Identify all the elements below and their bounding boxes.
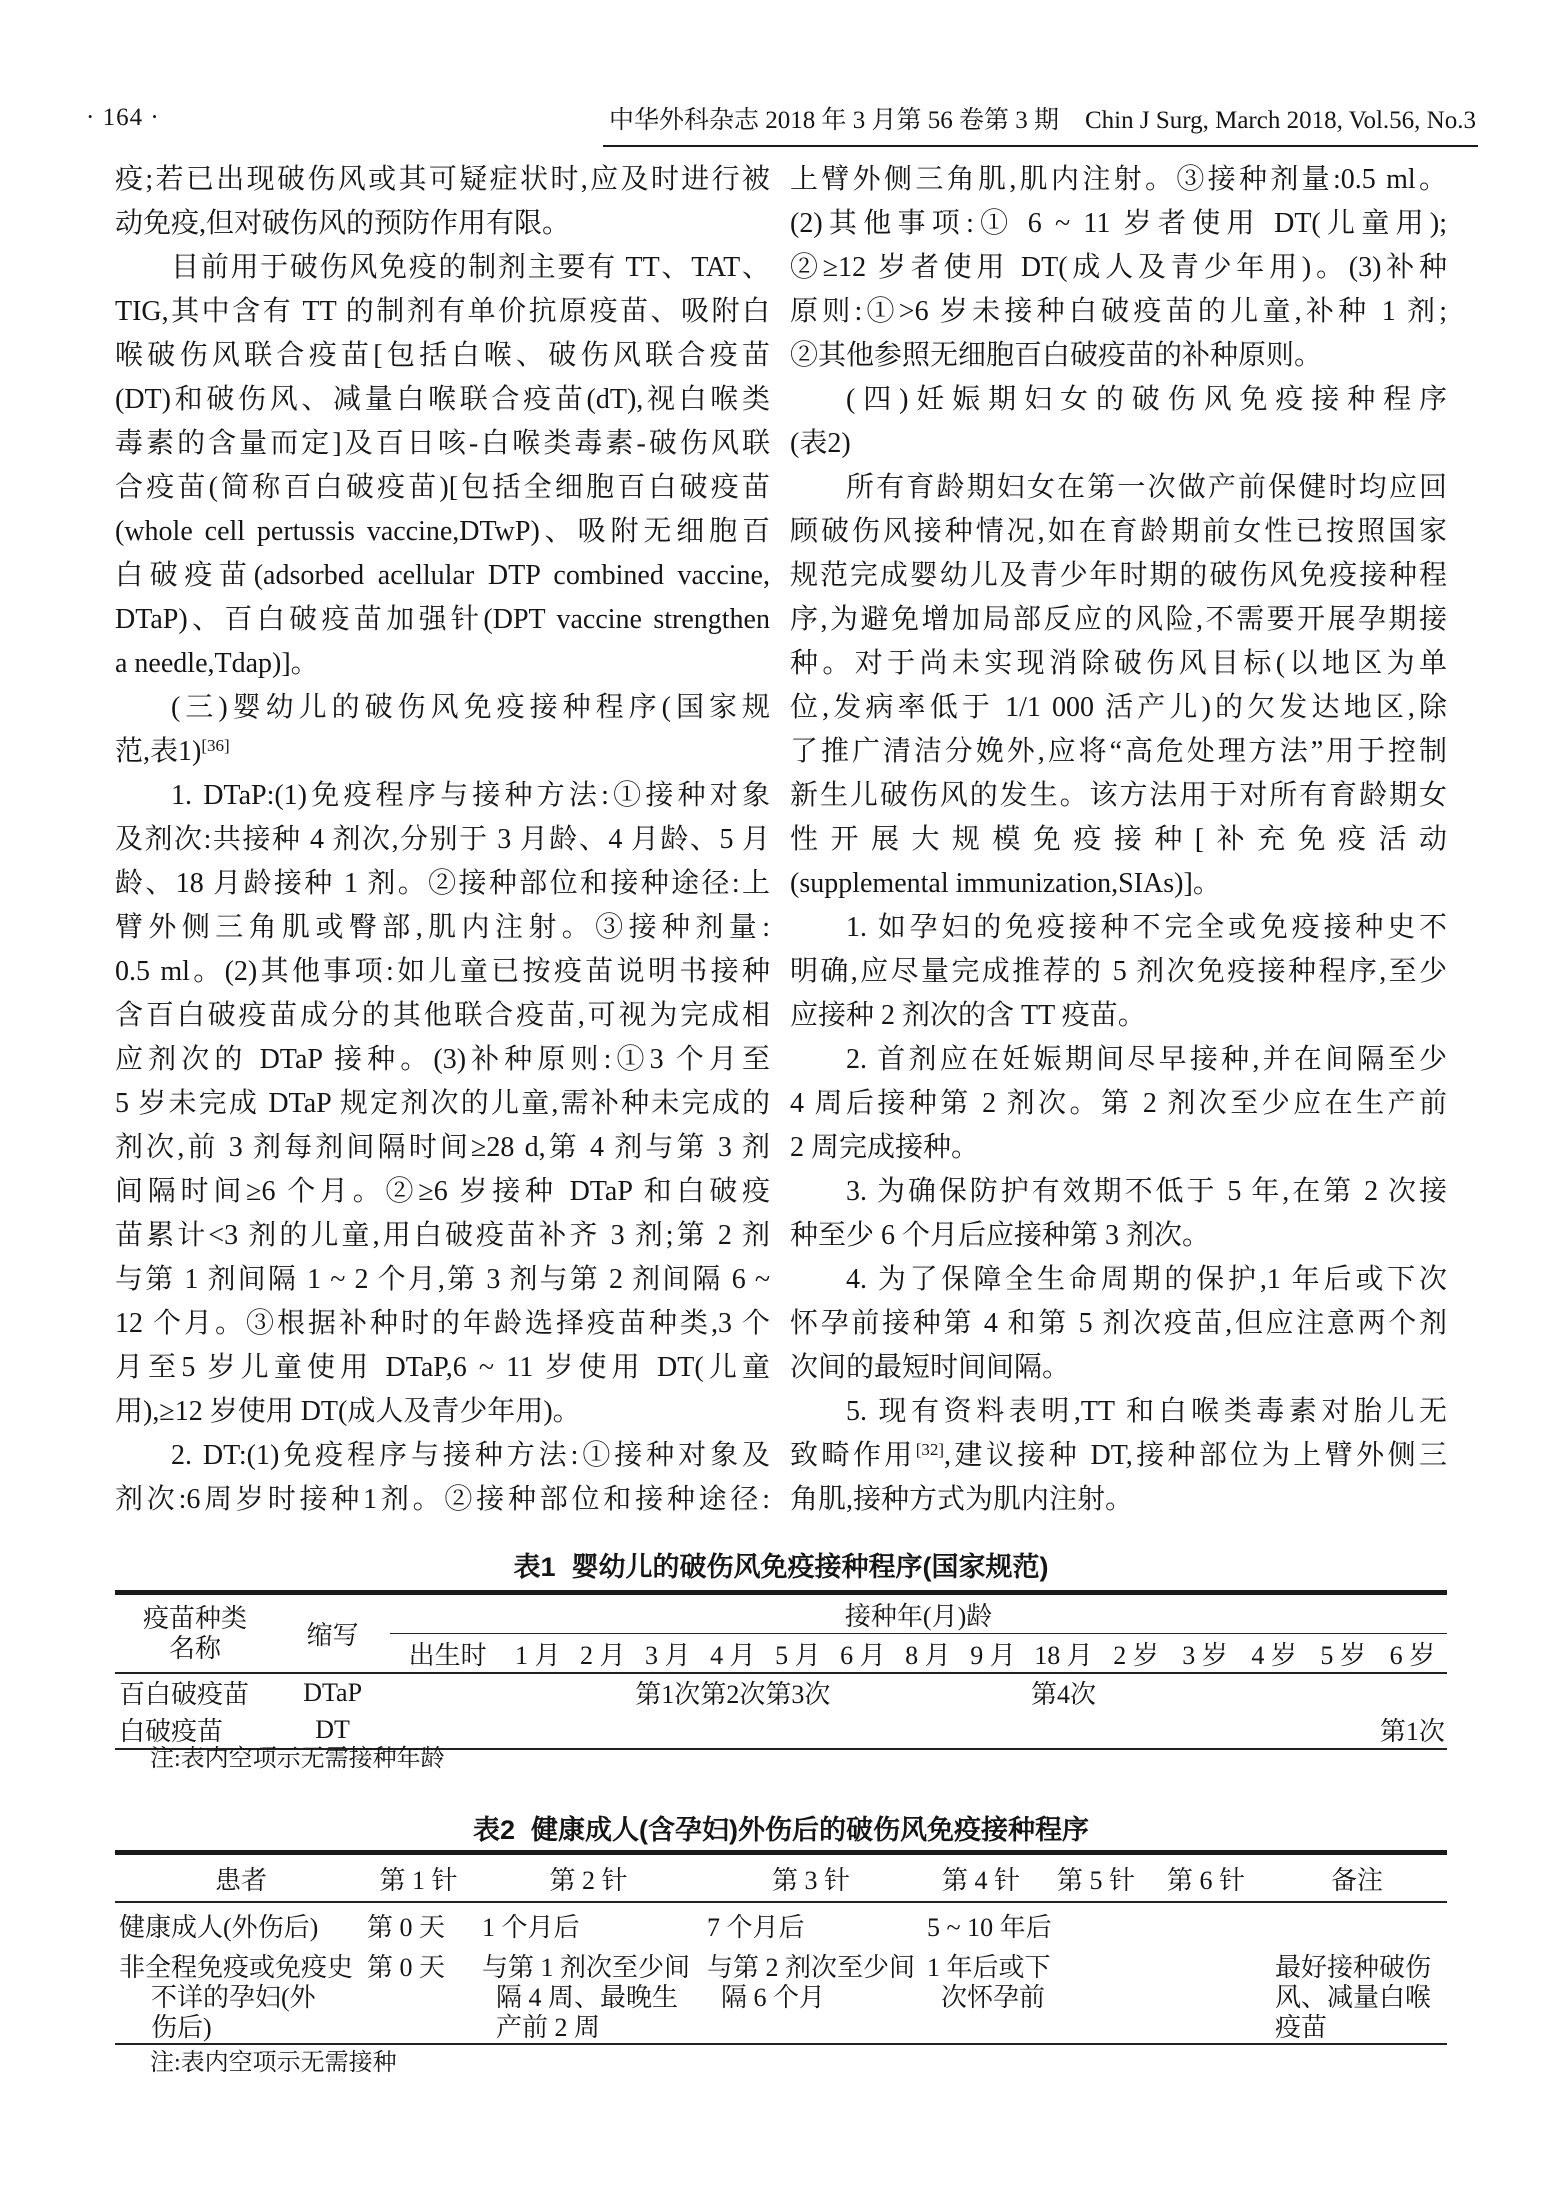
table-cell [1035,1947,1145,2044]
table-cell [570,1711,635,1749]
age-header: 2 月 [570,1634,635,1674]
cell-line: 最好接种破伤 [1275,1953,1432,1982]
text-line: (supplemental immunization,SIAs)]。 [790,868,1221,899]
text-line: DTaP)、百白破疫苗加强针(DPT vaccine strengthen [115,604,770,635]
reference-superscript: [36] [201,736,230,755]
table2-note: 注:表内空项示无需接种 [150,2050,397,2076]
col-header: 第 5 针 [1035,1853,1145,1903]
age-header: 3 月 [635,1634,700,1674]
age-header: 出生时 [390,1634,505,1674]
text-line: 种。对于尚未实现消除破伤风目标(以地区为单 [790,648,1447,679]
col-header: 备注 [1255,1853,1447,1903]
table1-note: 注:表内空项示无需接种年龄 [150,1746,445,1772]
text-line: 毒素的含量而定]及百日咳-白喉类毒素-破伤风联 [115,428,770,459]
table-cell: 第3次 [765,1680,831,1709]
text-line: 怀孕前接种第 4 和第 5 剂次疫苗,但应注意两个剂 [790,1308,1447,1339]
text-line: 5 岁未完成 DTaP 规定剂次的儿童,需补种未完成的 [115,1088,770,1119]
table1-infant-schedule [115,1590,1447,1750]
cell-line: 伤后) [151,2013,212,2042]
cell-line: 1 年后或下 [927,1953,1051,1982]
text-line: 月至5 岁儿童使用 DTaP,6 ~ 11 岁使用 DT(儿童 [115,1352,770,1383]
text-line: 应剂次的 DTaP 接种。(3)补种原则:①3 个月至 [115,1044,770,1075]
table2-label: 表2 [472,1815,516,1845]
reference-superscript: [32] [915,1440,945,1459]
text-line: 规范完成婴幼儿及青少年时期的破伤风免疫接种程 [790,560,1447,591]
table-cell [700,1711,765,1749]
text-run: ,建议接种 DT,接种部位为上臂外侧三 [944,1440,1447,1471]
text-line: 剂次,前 3 剂每剂间隔时间≥28 d,第 4 剂与第 3 剂 [115,1132,770,1163]
text-line: (DT)和破伤风、减量白喉联合疫苗(dT),视白喉类 [115,384,770,415]
cell-line: 疫苗 [1275,2013,1328,2042]
text-line: 上臂外侧三角肌,肌内注射。③接种剂量:0.5 ml。 [790,164,1447,195]
table-cell [830,1711,895,1749]
age-header: 1 月 [505,1634,570,1674]
text-line: 用),≥12 岁使用 DT(成人及青少年用)。 [115,1396,581,1427]
text-line: 0.5 ml。(2)其他事项:如儿童已按疫苗说明书接种 [115,956,770,987]
text-line: 动免疫,但对破伤风的预防作用有限。 [115,208,571,239]
age-header: 8 月 [895,1634,960,1674]
text-line: 白破疫苗(adsorbed acellular DTP combined vaccine, [115,560,770,591]
table2-title: 健康成人(含孕妇)外伤后的破伤风免疫接种程序 [531,1815,1089,1845]
text-line: 喉破伤风联合疫苗[包括白喉、破伤风联合疫苗 [115,340,770,371]
text-line: 苗累计<3 剂的儿童,用白破疫苗补齐 3 剂;第 2 剂 [115,1220,770,1251]
table-cell [1145,1947,1255,2044]
text-run: 范,表1) [115,736,202,767]
text-line: 含百白破疫苗成分的其他联合疫苗,可视为完成相 [115,1000,770,1031]
text-line: 间隔时间≥6 个月。②≥6 岁接种 DTaP 和白破疫 [115,1176,770,1207]
table-cell [765,1711,830,1749]
cell-line: 隔 4 周、最晚生 [496,1983,679,2012]
text-line: (2)其他事项:① 6 ~ 11 岁者使用 DT(儿童用); [790,208,1447,239]
col-header: 第 4 针 [915,1853,1035,1903]
table-cell: 第4次 [1030,1680,1096,1709]
text-line: 5. 现有资料表明,TT 和白喉类毒素对胎儿无 [846,1396,1447,1427]
table-cell [1309,1711,1378,1749]
text-line: 次间的最短时间间隔。 [790,1352,1071,1383]
text-line: 原则:①>6 岁未接种白破疫苗的儿童,补种 1 剂; [790,296,1447,327]
table-cell [355,1947,470,2044]
text-line: (whole cell pertussis vaccine,DTwP)、吸附无细胞百 [115,516,770,547]
age-header: 18 月 [1025,1634,1101,1674]
col-header: 第 1 针 [355,1853,470,1903]
table-cell [1240,1673,1309,1711]
table-cell: 1 个月后 [482,1912,580,1942]
text-line [790,1434,1447,1478]
text-line: 了推广清洁分娩外,应将“高危处理方法”用于控制 [790,736,1447,767]
text-line: 明确,应尽量完成推荐的 5 剂次免疫接种程序,至少 [790,956,1447,987]
header-line: 名称 [169,1633,222,1663]
table1-label: 表1 [513,1552,556,1582]
journal-title-en: Chin J Surg, March 2018, Vol.56, No.3 [1084,107,1476,134]
abbr-cell: DT [275,1711,390,1749]
remark-cell [1255,1902,1447,1947]
table-cell [915,1947,1051,2044]
table-cell [1145,1902,1255,1947]
table2-adult-schedule [115,1850,1447,2045]
table-cell [960,1673,1025,1711]
table-cell [505,1673,570,1711]
text-line: 1. 如孕妇的免疫接种不完全或免疫接种史不 [846,912,1447,943]
patient-cell [115,1947,355,2044]
table-cell [1102,1673,1171,1711]
text-line: 3. 为确保防护有效期不低于 5 年,在第 2 次接 [846,1176,1447,1207]
text-line: 合疫苗(简称百白破疫苗)[包括全细胞百白破疫苗 [115,472,770,503]
text-line: ②≥12 岁者使用 DT(成人及青少年用)。(3)补种 [790,252,1447,283]
table-row [115,1902,1447,1947]
cell-line: 与第 1 剂次至少间 [482,1953,691,1982]
table-cell: 第1次 [635,1680,701,1709]
table-cell [1025,1711,1101,1749]
text-line: 目前用于破伤风免疫的制剂主要有 TT、TAT、 [171,252,770,283]
text-line: TIG,其中含有 TT 的制剂有单价抗原疫苗、吸附白 [115,296,770,327]
table-cell [695,1947,915,2044]
table-cell [1171,1673,1240,1711]
body-column-right [790,158,1447,1522]
text-line: (四)妊娠期妇女的破伤风免疫接种程序 [846,384,1447,415]
col-header: 第 6 针 [1145,1853,1255,1903]
table-cell [895,1673,960,1711]
text-line: 与第 1 剂间隔 1 ~ 2 个月,第 3 剂与第 2 剂间隔 6 ~ [115,1264,770,1295]
journal-title-cn: 中华外科杂志 2018 年 3 月第 56 卷第 3 期 [608,107,1059,134]
cell-line: 第 0 天 [367,1953,446,1982]
text-line: 序,为避免增加局部反应的风险,不需要开展孕期接 [790,604,1447,635]
age-header: 9 月 [960,1634,1025,1674]
table-cell [1309,1673,1378,1711]
table-cell [635,1711,700,1749]
text-line: 及剂次:共接种 4 剂次,分别于 3 月龄、4 月龄、5 月 [115,824,770,855]
age-header: 3 岁 [1171,1634,1240,1674]
cell-line: 风、减量白喉 [1275,1983,1432,2012]
text-line: (三)婴幼儿的破伤风免疫接种程序(国家规 [171,692,770,723]
vaccine-name-cell: 百白破疫苗 [119,1680,250,1709]
text-line: 12 个月。③根据补种时的年龄选择疫苗种类,3 个 [115,1308,770,1339]
age-header: 5 月 [765,1634,830,1674]
cell-line: 隔 6 个月 [721,1983,826,2012]
col-header: 患者 [115,1853,355,1903]
age-header: 5 岁 [1309,1634,1378,1674]
table-cell [1171,1711,1240,1749]
table-cell [960,1711,1025,1749]
cell-line: 次怀孕前 [941,1983,1046,2012]
table-cell: 5 ~ 10 年后 [927,1912,1052,1942]
table-cell [470,1947,695,2044]
text-line: 龄、18 月龄接种 1 剂。②接种部位和接种途径:上 [115,868,770,899]
text-line: 性开展大规模免疫接种[补充免疫活动 [790,824,1447,855]
text-line: 顾破伤风接种情况,如在育龄期前女性已按照国家 [790,516,1447,547]
text-line: 臂外侧三角肌或臀部,肌内注射。③接种剂量: [115,912,770,943]
col-header-abbr: 缩写 [275,1593,390,1674]
age-header: 2 岁 [1102,1634,1171,1674]
journal-running-head [603,100,1478,147]
text-line: 4. 为了保障全生命周期的保护,1 年后或下次 [846,1264,1447,1295]
age-header: 4 岁 [1240,1634,1309,1674]
col-header-vaccine-name [115,1593,275,1674]
text-line [115,730,770,774]
text-line: 所有育龄期妇女在第一次做产前保健时均应回 [846,472,1447,503]
text-line: 疫;若已出现破伤风或其可疑症状时,应及时进行被 [115,164,770,195]
text-line: 4 周后接种第 2 剂次。第 2 剂次至少应在生产前 [790,1088,1447,1119]
cell-line: 不详的孕妇(外 [151,1983,316,2012]
text-line: 2. DT:(1)免疫程序与接种方法:①接种对象及 [171,1440,770,1471]
table-cell [1102,1711,1171,1749]
cell-line: 与第 2 剂次至少间 [707,1953,916,1982]
text-line: a needle,Tdap)]。 [115,648,319,679]
patient-cell: 健康成人(外伤后) [119,1912,319,1942]
page-number: · 164 · [86,104,160,131]
table-cell [570,1673,635,1711]
col-header-age-group: 接种年(月)龄 [390,1593,1447,1634]
table-cell: 第1次 [1378,1711,1447,1749]
table-cell [1240,1711,1309,1749]
text-line: 种至少 6 个月后应接种第 3 剂次。 [790,1220,1211,1251]
text-line: 2. 首剂应在妊娠期间尽早接种,并在间隔至少 [846,1044,1447,1075]
text-line: 2 周完成接种。 [790,1132,980,1163]
text-run: 致畸作用 [790,1440,916,1471]
col-header: 第 2 针 [470,1853,695,1903]
vaccine-name-cell: 白破疫苗 [115,1711,275,1749]
col-header: 第 3 针 [695,1853,915,1903]
table-cell [505,1711,570,1749]
table-row [115,1673,1447,1711]
age-header: 6 月 [830,1634,895,1674]
table-row [115,1947,1447,2044]
cell-line: 产前 2 周 [496,2013,601,2042]
text-line: 1. DTaP:(1)免疫程序与接种方法:①接种对象 [171,780,770,811]
text-line: 应接种 2 剂次的含 TT 疫苗。 [790,1000,1146,1031]
text-line: 剂次:6周岁时接种1剂。②接种部位和接种途径: [115,1484,770,1515]
table-cell [895,1711,960,1749]
text-line: ②其他参照无细胞百白破疫苗的补种原则。 [790,340,1323,371]
text-line: (表2) [790,428,851,459]
body-column-left [115,158,770,1522]
age-header: 4 月 [700,1634,765,1674]
table2-caption [115,1808,1447,1847]
abbr-cell: DTaP [303,1677,363,1707]
table-cell [390,1673,505,1711]
table-cell: 第2次 [700,1680,766,1709]
table-cell [1378,1673,1447,1711]
table-cell [830,1673,895,1711]
table1-caption [115,1545,1447,1584]
table-cell: 第 0 天 [367,1912,446,1942]
table-cell: 7 个月后 [707,1912,805,1942]
cell-line: 非全程免疫或免疫史 [119,1953,354,1982]
text-line: 新生儿破伤风的发生。该方法用于对所有育龄期女 [790,780,1447,811]
text-line: 位,发病率低于 1/1 000 活产儿)的欠发达地区,除 [790,692,1447,723]
header-line: 疫苗种类 [143,1603,248,1633]
remark-cell [1255,1947,1447,2044]
text-line: 角肌,接种方式为肌内注射。 [790,1484,1134,1515]
age-header: 6 岁 [1378,1634,1447,1674]
table1-title: 婴幼儿的破伤风免疫接种程序(国家规范) [571,1552,1049,1582]
table2-header-row [115,1853,1447,1903]
